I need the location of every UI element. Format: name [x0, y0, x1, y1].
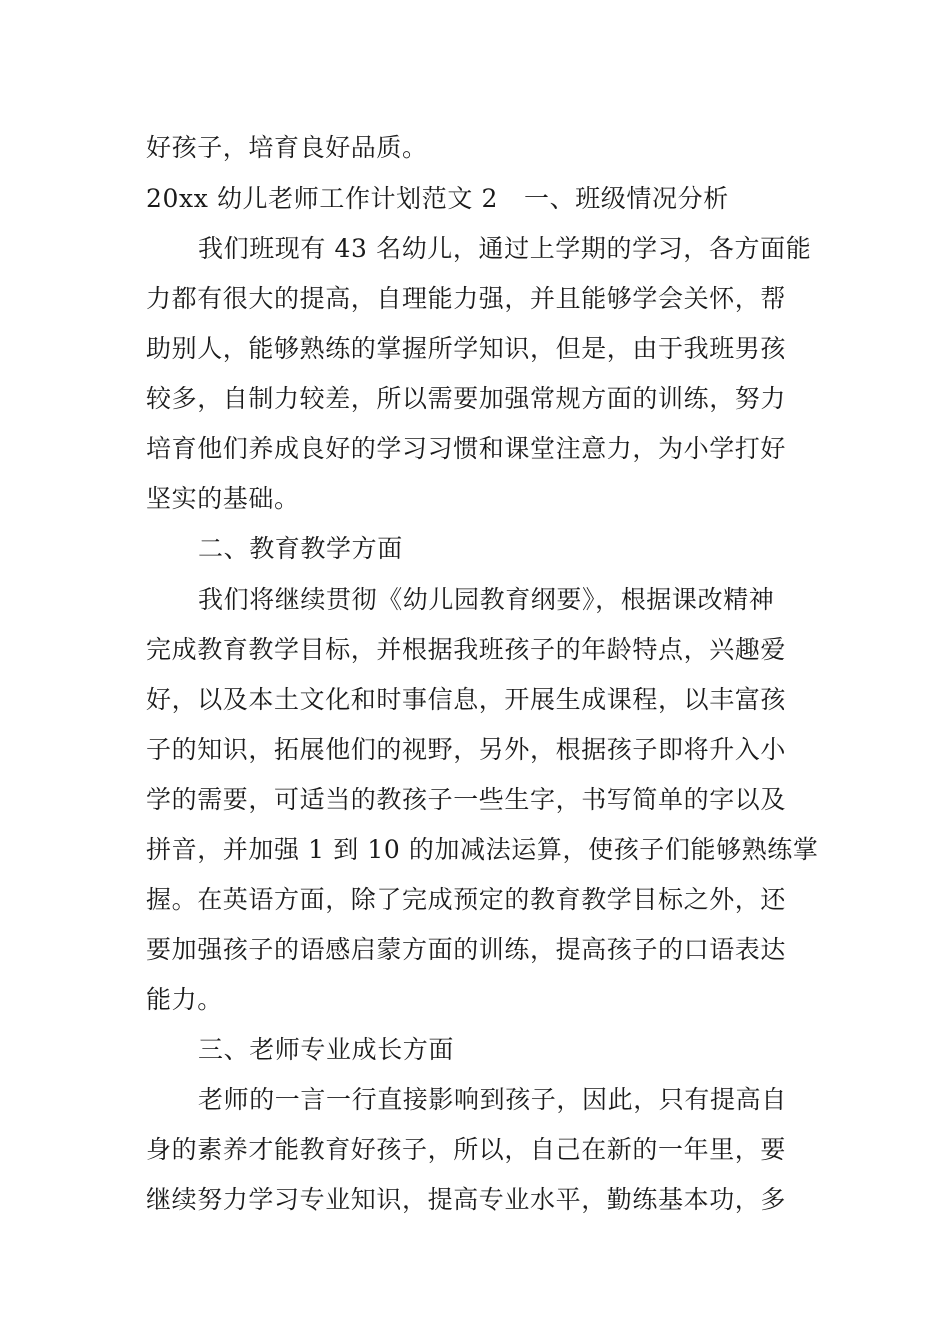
paragraph-line: 要加强孩子的语感启蒙方面的训练，提高孩子的口语表达 — [146, 935, 787, 964]
paragraph-line: 坚实的基础。 — [146, 484, 300, 513]
paragraph-line: 握。在英语方面，除了完成预定的教育教学目标之外，还 — [146, 885, 787, 914]
paragraph-line: 身的素养才能教育好孩子，所以，自己在新的一年里，要 — [146, 1135, 787, 1164]
paragraph-line: 好，以及本土文化和时事信息，开展生成课程，以丰富孩 — [146, 685, 787, 714]
paragraph-line: 学的需要，可适当的教孩子一些生字，书写简单的字以及 — [146, 785, 787, 814]
paragraph-line: 继续努力学习专业知识，提高专业水平，勤练基本功，多 — [146, 1185, 787, 1214]
section-heading-3: 三、老师专业成长方面 — [198, 1035, 455, 1064]
paragraph-line: 完成教育教学目标，并根据我班孩子的年龄特点，兴趣爱 — [146, 635, 787, 664]
text-line: 好孩子，培育良好品质。 — [146, 133, 428, 162]
paragraph-line: 能力。 — [146, 985, 223, 1014]
paragraph-line: 较多，自制力较差，所以需要加强常规方面的训练，努力 — [146, 384, 787, 413]
section-heading-1: 一、班级情况分析 — [524, 184, 729, 213]
paragraph-line: 助别人，能够熟练的掌握所学知识，但是，由于我班男孩 — [146, 334, 787, 363]
paragraph-line: 力都有很大的提高，自理能力强，并且能够学会关怀，帮 — [146, 284, 787, 313]
paragraph-line: 我们班现有 43 名幼儿，通过上学期的学习，各方面能 — [198, 234, 812, 263]
section-title-line — [146, 179, 786, 219]
paragraph-line: 老师的一言一行直接影响到孩子，因此，只有提高自 — [198, 1085, 787, 1114]
paragraph-line: 培育他们养成良好的学习习惯和课堂注意力，为小学打好 — [146, 434, 787, 463]
paragraph-line: 子的知识，拓展他们的视野，另外，根据孩子即将升入小 — [146, 735, 787, 764]
article-title: 20xx 幼儿老师工作计划范文 2 — [146, 184, 499, 213]
section-heading-2: 二、教育教学方面 — [198, 534, 403, 563]
paragraph-line: 拼音，并加强 1 到 10 的加减法运算，使孩子们能够熟练掌 — [146, 835, 819, 864]
paragraph-line: 我们将继续贯彻《幼儿园教育纲要》，根据课改精神 — [198, 585, 775, 614]
